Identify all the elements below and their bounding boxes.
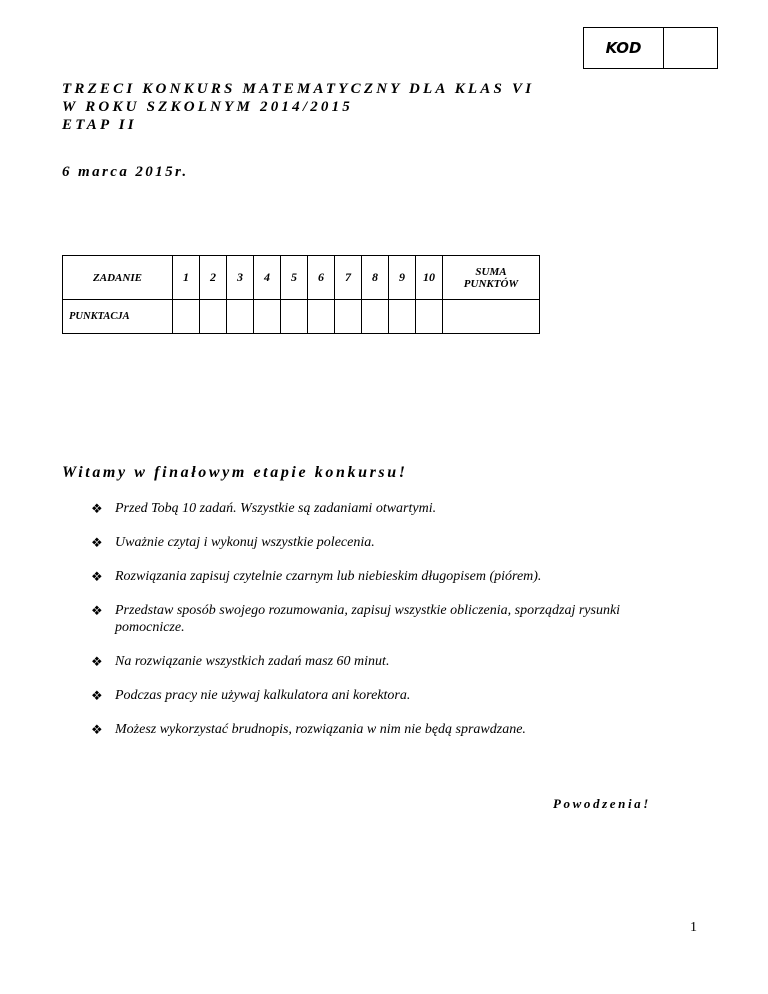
points-cell[interactable]	[362, 300, 389, 334]
points-cell[interactable]	[389, 300, 416, 334]
points-cell[interactable]	[416, 300, 443, 334]
points-label: PUNKTACJA	[63, 300, 173, 334]
rule-text: Przedstaw sposób swojego rozumowania, zapisuj wszystkie obliczenia, sporządzaj rysunki pomocnicze.	[115, 603, 621, 635]
task-number: 8	[362, 256, 389, 300]
header-line-1: TRZECI KONKURS MATEMATYCZNY DLA KLAS VI	[62, 81, 535, 97]
diamond-bullet-icon: ❖	[91, 722, 103, 737]
score-table	[62, 255, 540, 334]
rule-item	[91, 534, 691, 551]
points-cell[interactable]	[227, 300, 254, 334]
rule-text: Uważnie czytaj i wykonuj wszystkie polecenia.	[115, 535, 375, 550]
diamond-bullet-icon: ❖	[91, 569, 103, 584]
task-number: 4	[254, 256, 281, 300]
points-cell[interactable]	[254, 300, 281, 334]
kod-value-field[interactable]	[664, 28, 717, 68]
points-cell[interactable]	[308, 300, 335, 334]
rule-item	[91, 653, 691, 670]
diamond-bullet-icon: ❖	[91, 654, 103, 669]
rule-text: Rozwiązania zapisuj czytelnie czarnym lub niebieskim długopisem (piórem).	[115, 569, 542, 584]
points-cell[interactable]	[173, 300, 200, 334]
rule-text: Przed Tobą 10 zadań. Wszystkie są zadaniami otwartymi.	[115, 501, 437, 516]
sum-header-line-1: SUMA	[475, 265, 507, 278]
sum-header	[443, 256, 540, 300]
rule-item	[91, 500, 691, 517]
kod-label: KOD	[584, 28, 664, 68]
sum-points-cell[interactable]	[443, 300, 540, 334]
task-number: 1	[173, 256, 200, 300]
task-number: 2	[200, 256, 227, 300]
welcome-heading: Witamy w finałowym etapie konkursu!	[62, 464, 408, 481]
task-label: ZADANIE	[63, 256, 173, 300]
diamond-bullet-icon: ❖	[91, 535, 103, 550]
diamond-bullet-icon: ❖	[91, 603, 103, 618]
rule-text: Możesz wykorzystać brudnopis, rozwiązania w nim nie będą sprawdzane.	[115, 722, 526, 737]
points-cell[interactable]	[200, 300, 227, 334]
points-cell[interactable]	[281, 300, 308, 334]
diamond-bullet-icon: ❖	[91, 501, 103, 516]
points-row	[63, 300, 540, 334]
rule-text: Podczas pracy nie używaj kalkulatora ani korektora.	[115, 688, 411, 703]
rules-list	[91, 500, 691, 755]
task-number: 10	[416, 256, 443, 300]
rule-text: Na rozwiązanie wszystkich zadań masz 60 minut.	[115, 654, 390, 669]
sum-header-line-2: PUNKTÓW	[463, 277, 519, 290]
task-number: 5	[281, 256, 308, 300]
kod-box	[583, 27, 718, 69]
exam-date: 6 marca 2015r.	[62, 164, 189, 180]
task-number: 3	[227, 256, 254, 300]
points-cell[interactable]	[335, 300, 362, 334]
rule-item	[91, 721, 691, 738]
diamond-bullet-icon: ❖	[91, 688, 103, 703]
contest-header	[62, 80, 534, 134]
task-row	[63, 256, 540, 300]
rule-item	[91, 687, 691, 704]
rule-item	[91, 568, 691, 585]
task-number: 9	[389, 256, 416, 300]
task-number: 6	[308, 256, 335, 300]
task-number: 7	[335, 256, 362, 300]
good-luck-text: Powodzenia!	[553, 796, 651, 811]
header-line-2: W ROKU SZKOLNYM 2014/2015	[62, 99, 353, 115]
rule-item	[91, 602, 691, 636]
header-line-3: ETAP II	[62, 117, 137, 133]
page-number: 1	[690, 920, 697, 935]
